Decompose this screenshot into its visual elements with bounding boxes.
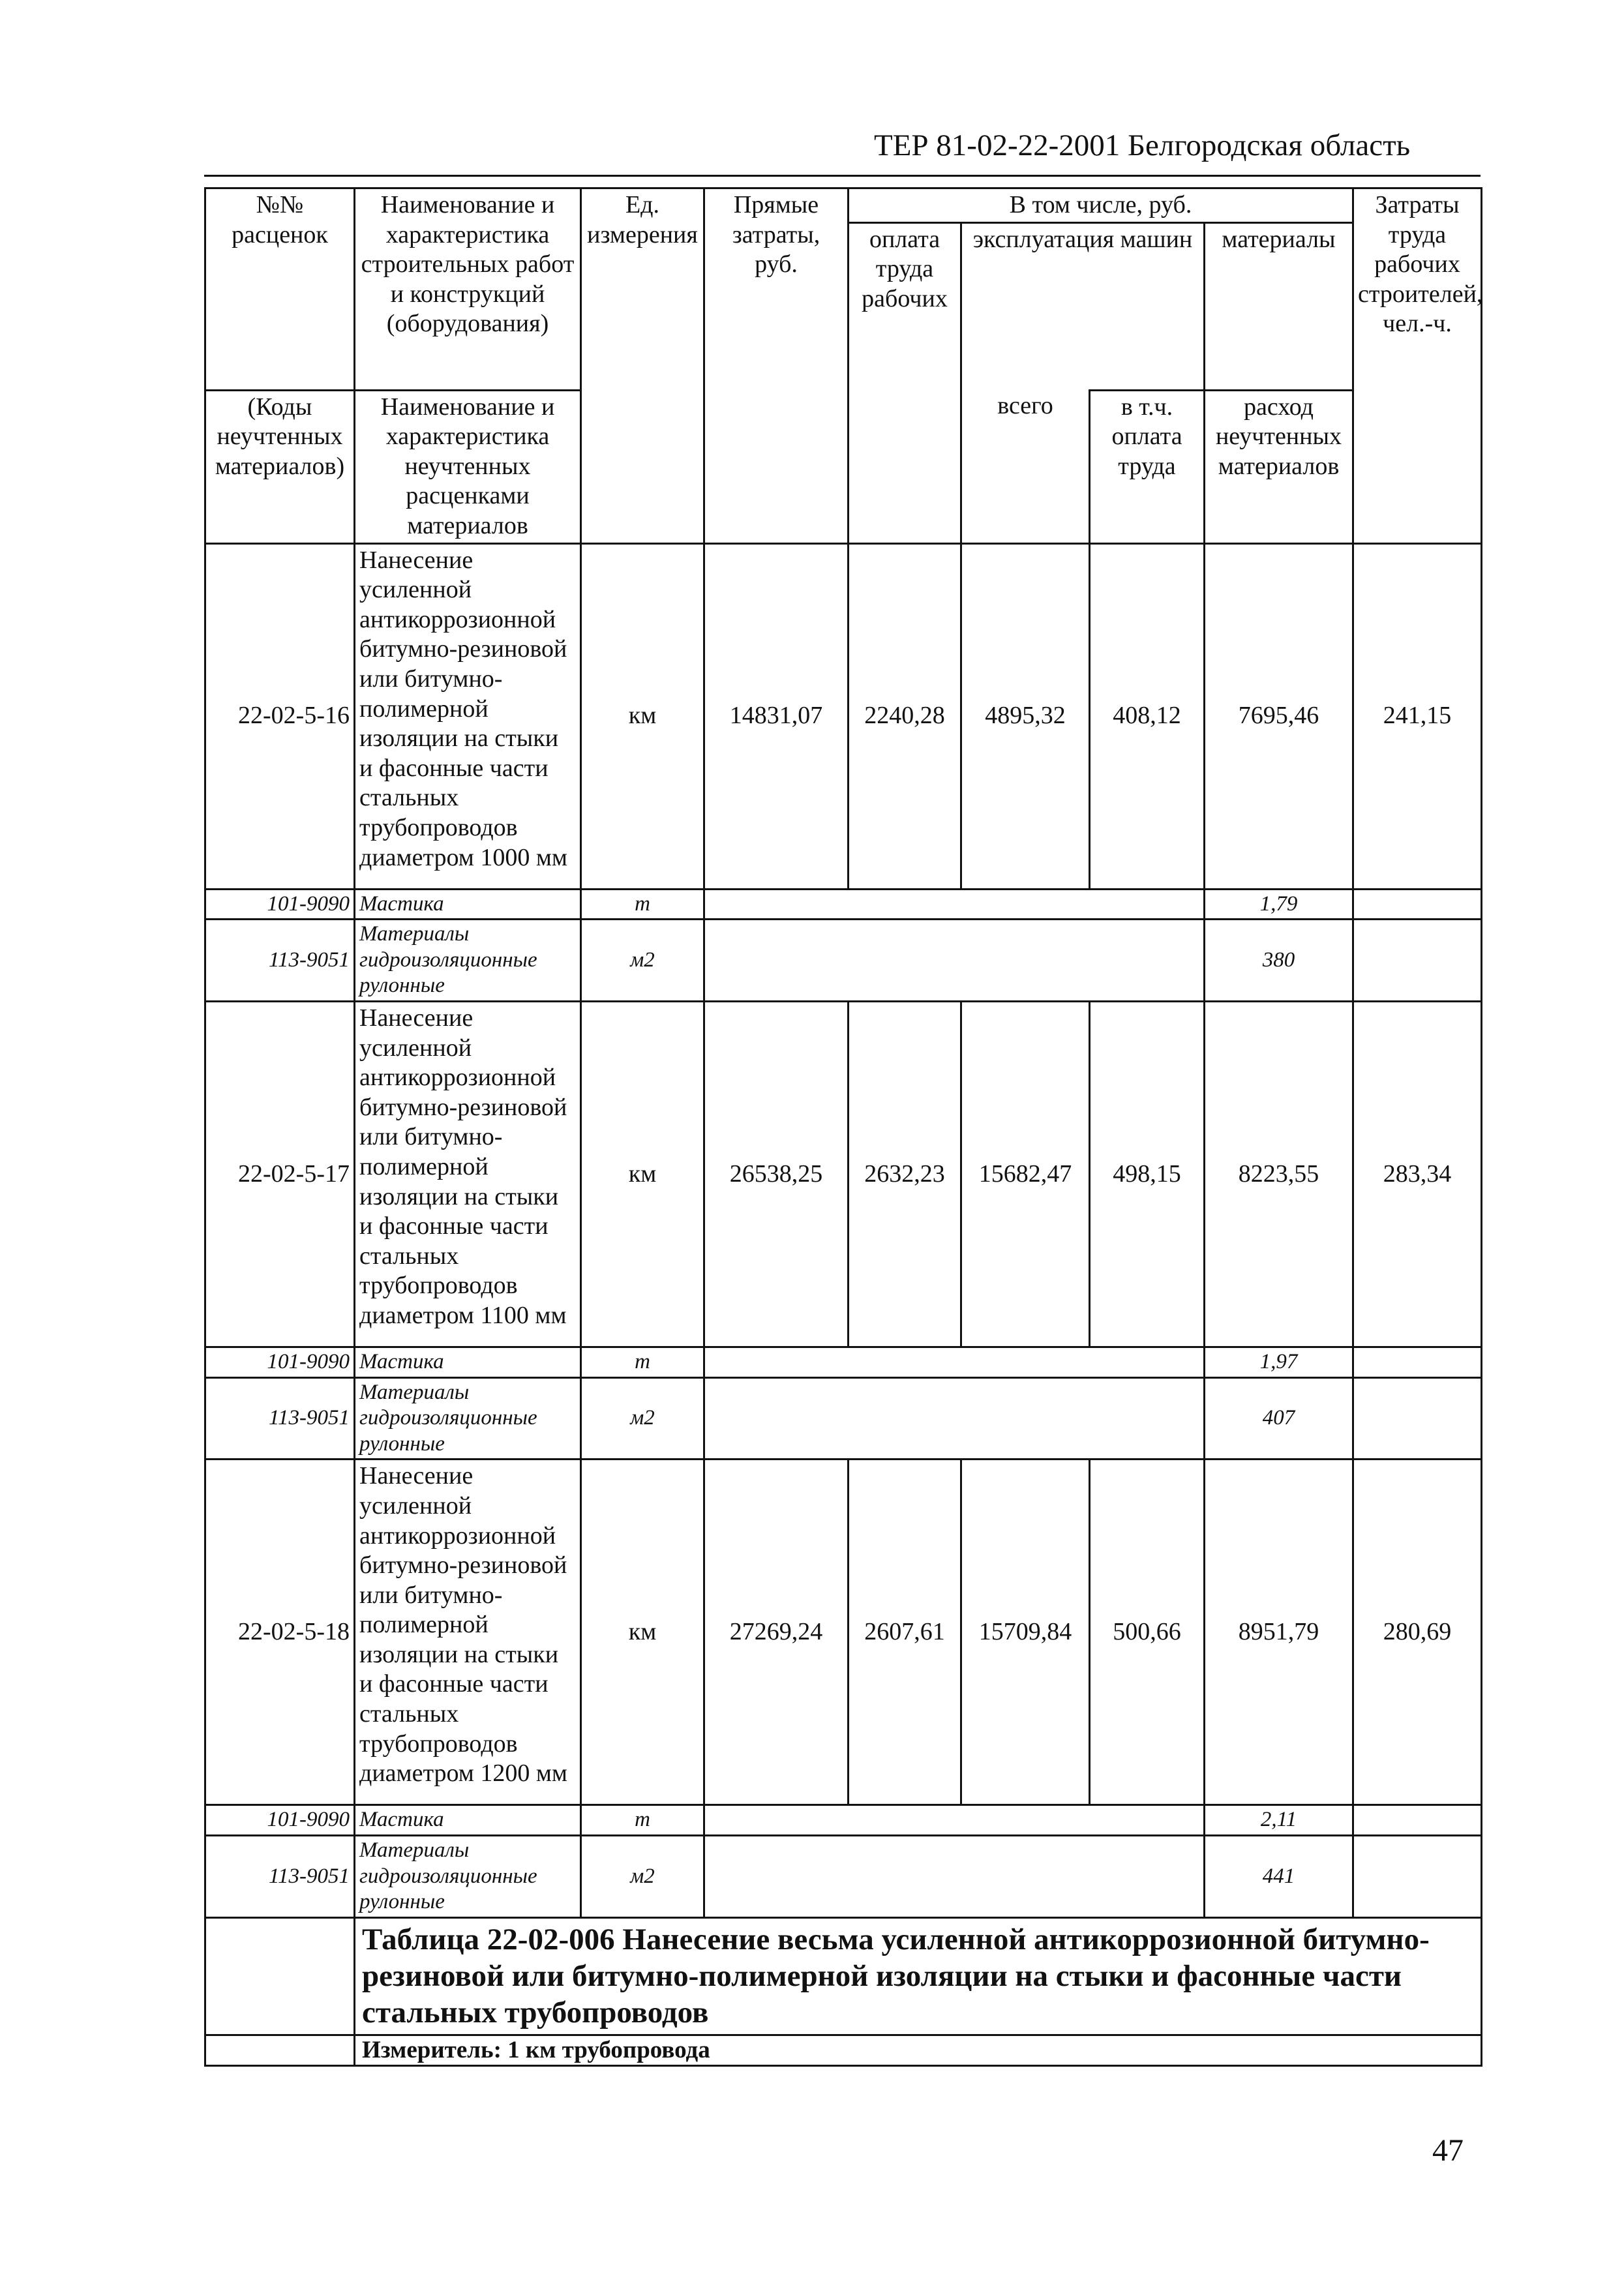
rate-code: 22-02-5-18: [205, 1460, 355, 1805]
material-unit: т: [581, 889, 704, 920]
material-name: Мастика: [355, 1347, 581, 1377]
material-name: Мастика: [355, 889, 581, 920]
table-row: [205, 1460, 1482, 1805]
table-row: [205, 1001, 1482, 1347]
material-qty: 2,11: [1205, 1805, 1353, 1836]
rate-mach-wages: 498,15: [1090, 1001, 1205, 1347]
material-row: [205, 889, 1482, 920]
rates-table: [204, 187, 1482, 2067]
empty-cell: [704, 1835, 1205, 1917]
rate-unit: км: [581, 1460, 704, 1805]
rate-labor: 241,15: [1353, 543, 1482, 889]
material-code: 113-9051: [205, 1835, 355, 1917]
empty-cell: [205, 1917, 355, 2035]
rate-name: Нанесение усиленной антикоррозионной битумно-резиновой или битумно-полимерной изоляции на стыки и фасонные части стальных трубопроводов диаметром 1000 мм: [355, 543, 581, 889]
material-name: Материалы гидроизоляционные рулонные: [355, 1835, 581, 1917]
empty-cell: [1353, 920, 1482, 1002]
col-machines-header: эксплуатация машин: [961, 222, 1205, 390]
material-unit: м2: [581, 1377, 704, 1460]
rate-unit: км: [581, 1001, 704, 1347]
rate-name: Нанесение усиленной антикоррозионной битумно-резиновой или битумно-полимерной изоляции на стыки и фасонные части стальных трубопроводов диаметром 1200 мм: [355, 1460, 581, 1805]
rate-labor: 283,34: [1353, 1001, 1482, 1347]
rate-wages: 2240,28: [849, 543, 961, 889]
col-code-header: №№ расценок: [205, 188, 355, 391]
rate-wages: 2632,23: [849, 1001, 961, 1347]
empty-cell: [1353, 1835, 1482, 1917]
rate-mach-total: 15682,47: [961, 1001, 1090, 1347]
rate-materials: 7695,46: [1205, 543, 1353, 889]
material-row: [205, 1835, 1482, 1917]
measure-unit: Измеритель: 1 км трубопровода: [355, 2035, 1482, 2065]
col-direct-header: Прямые затраты, руб.: [704, 188, 849, 544]
empty-cell: [704, 1377, 1205, 1460]
rate-direct: 27269,24: [704, 1460, 849, 1805]
empty-cell: [1353, 1805, 1482, 1836]
rate-name: Нанесение усиленной антикоррозионной битумно-резиновой или битумно-полимерной изоляции на стыки и фасонные части стальных трубопроводов диаметром 1100 мм: [355, 1001, 581, 1347]
rate-unit: км: [581, 543, 704, 889]
empty-cell: [205, 2035, 355, 2065]
page-number: 47: [1432, 2133, 1464, 2168]
empty-cell: [1353, 1347, 1482, 1377]
rate-direct: 14831,07: [704, 543, 849, 889]
empty-cell: [704, 889, 1205, 920]
rate-code: 22-02-5-17: [205, 1001, 355, 1347]
col-unit-header: Ед. измерения: [581, 188, 704, 544]
material-row: [205, 1377, 1482, 1460]
material-row: [205, 1805, 1482, 1836]
material-row: [205, 920, 1482, 1002]
material-code: 101-9090: [205, 889, 355, 920]
material-name: Мастика: [355, 1805, 581, 1836]
rate-code: 22-02-5-16: [205, 543, 355, 889]
table-row: [205, 543, 1482, 889]
col-materials-header: материалы: [1205, 222, 1353, 390]
col-mat-unacc-header: расход неучтенных материалов: [1205, 390, 1353, 543]
col-name-header: Наименование и характеристика строительных работ и конструкций (оборудования): [355, 188, 581, 391]
empty-cell: [1353, 1377, 1482, 1460]
rate-wages: 2607,61: [849, 1460, 961, 1805]
material-unit: м2: [581, 920, 704, 1002]
col-labor-header: Затраты труда рабочих строителей, чел.-ч.: [1353, 188, 1482, 544]
col-wages-header: оплата труда рабочих: [849, 222, 961, 543]
header-rule: [204, 175, 1481, 177]
material-name: Материалы гидроизоляционные рулонные: [355, 920, 581, 1002]
rate-materials: 8951,79: [1205, 1460, 1353, 1805]
col-incl-header: В том числе, руб.: [849, 188, 1353, 223]
material-unit: м2: [581, 1835, 704, 1917]
table-title: Таблица 22-02-006 Нанесение весьма усиленной антикоррозионной битумно-резиновой или битумно-полимерной изоляции на стыки и фасонные части стальных трубопроводов: [355, 1917, 1482, 2035]
col-name2-header: Наименование и характеристика неучтенных расценками материалов: [355, 390, 581, 543]
material-row: [205, 1347, 1482, 1377]
col-mach-total-header: всего: [961, 390, 1090, 543]
material-qty: 1,79: [1205, 889, 1353, 920]
rate-labor: 280,69: [1353, 1460, 1482, 1805]
rate-mach-wages: 500,66: [1090, 1460, 1205, 1805]
col-mach-wages-header: в т.ч. оплата труда: [1090, 390, 1205, 543]
empty-cell: [704, 1805, 1205, 1836]
empty-cell: [704, 920, 1205, 1002]
rate-mach-wages: 408,12: [1090, 543, 1205, 889]
material-qty: 1,97: [1205, 1347, 1353, 1377]
rate-mach-total: 4895,32: [961, 543, 1090, 889]
material-qty: 441: [1205, 1835, 1353, 1917]
table-title-row: [205, 1917, 1482, 2035]
measure-row: [205, 2035, 1482, 2065]
material-name: Материалы гидроизоляционные рулонные: [355, 1377, 581, 1460]
material-unit: т: [581, 1347, 704, 1377]
rate-materials: 8223,55: [1205, 1001, 1353, 1347]
material-qty: 380: [1205, 920, 1353, 1002]
material-code: 113-9051: [205, 920, 355, 1002]
material-qty: 407: [1205, 1377, 1353, 1460]
material-code: 101-9090: [205, 1347, 355, 1377]
material-unit: т: [581, 1805, 704, 1836]
empty-cell: [1353, 889, 1482, 920]
document-header: ТЕР 81-02-22-2001 Белгородская область: [874, 128, 1411, 162]
material-code: 113-9051: [205, 1377, 355, 1460]
rate-mach-total: 15709,84: [961, 1460, 1090, 1805]
empty-cell: [704, 1347, 1205, 1377]
material-code: 101-9090: [205, 1805, 355, 1836]
rate-direct: 26538,25: [704, 1001, 849, 1347]
col-code2-header: (Коды неучтенных материалов): [205, 390, 355, 543]
